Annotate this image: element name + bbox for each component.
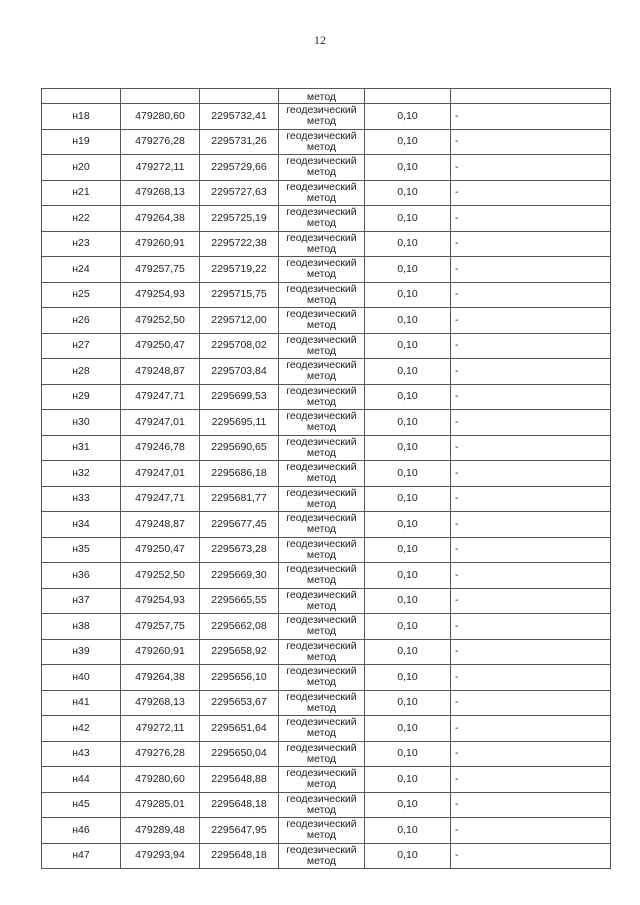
method-cell <box>279 180 365 206</box>
note-cell: - <box>451 257 611 283</box>
point-cell: н47 <box>42 843 121 869</box>
method-line: геодезический <box>286 563 357 576</box>
point-cell: н18 <box>42 104 121 130</box>
x-coordinate-cell: 479257,75 <box>121 614 200 640</box>
point-cell: н19 <box>42 129 121 155</box>
point-cell: н20 <box>42 155 121 181</box>
y-coordinate-cell: 2295681,77 <box>200 486 279 512</box>
method-cell <box>279 486 365 512</box>
method-line: метод <box>306 370 337 383</box>
method-line: метод <box>306 803 337 816</box>
point-cell: н44 <box>42 767 121 793</box>
method-line: метод <box>306 650 337 663</box>
method-line: геодезический <box>286 461 357 474</box>
y-coordinate-cell: 2295699,53 <box>200 384 279 410</box>
y-coordinate-cell: 2295647,95 <box>200 818 279 844</box>
table-row <box>42 792 611 818</box>
method-line: метод <box>306 319 337 332</box>
accuracy-cell: 0,10 <box>365 690 451 716</box>
point-cell: н29 <box>42 384 121 410</box>
point-cell: н21 <box>42 180 121 206</box>
method-cell <box>279 537 365 563</box>
method-line: геодезический <box>286 155 357 168</box>
method-line: геодезический <box>286 588 357 601</box>
accuracy-cell: 0,10 <box>365 486 451 512</box>
accuracy-cell: 0,10 <box>365 384 451 410</box>
point-cell: н30 <box>42 410 121 436</box>
table-row <box>42 257 611 283</box>
y-coordinate-cell: 2295690,65 <box>200 435 279 461</box>
y-coordinate-cell: 2295727,63 <box>200 180 279 206</box>
note-cell: - <box>451 767 611 793</box>
point-cell: н24 <box>42 257 121 283</box>
accuracy-cell: 0,10 <box>365 180 451 206</box>
method-line: метод <box>306 472 337 485</box>
note-cell: - <box>451 333 611 359</box>
method-cell <box>279 563 365 589</box>
accuracy-cell: 0,10 <box>365 359 451 385</box>
method-line: метод <box>306 829 337 842</box>
table-row <box>42 665 611 691</box>
table-row <box>42 716 611 742</box>
x-coordinate-cell: 479268,13 <box>121 180 200 206</box>
method-cell <box>279 818 365 844</box>
table-row <box>42 410 611 436</box>
point-cell: н41 <box>42 690 121 716</box>
accuracy-cell: 0,10 <box>365 435 451 461</box>
continued-cell-method: метод <box>279 89 365 104</box>
x-coordinate-cell: 479280,60 <box>121 767 200 793</box>
x-coordinate-cell: 479254,93 <box>121 282 200 308</box>
y-coordinate-cell: 2295686,18 <box>200 461 279 487</box>
method-cell <box>279 767 365 793</box>
accuracy-cell: 0,10 <box>365 155 451 181</box>
note-cell: - <box>451 435 611 461</box>
method-line: метод <box>306 217 337 230</box>
continued-cell-point <box>42 89 121 104</box>
x-coordinate-cell: 479264,38 <box>121 206 200 232</box>
method-cell <box>279 461 365 487</box>
y-coordinate-cell: 2295650,04 <box>200 741 279 767</box>
method-line: геодезический <box>286 537 357 550</box>
method-line: геодезический <box>286 206 357 219</box>
method-cell <box>279 129 365 155</box>
y-coordinate-cell: 2295658,92 <box>200 639 279 665</box>
table-row <box>42 486 611 512</box>
method-line: геодезический <box>286 741 357 754</box>
method-line: геодезический <box>286 512 357 525</box>
point-cell: н32 <box>42 461 121 487</box>
table-row <box>42 384 611 410</box>
y-coordinate-cell: 2295651,64 <box>200 716 279 742</box>
x-coordinate-cell: 479276,28 <box>121 129 200 155</box>
y-coordinate-cell: 2295648,18 <box>200 792 279 818</box>
y-coordinate-cell: 2295719,22 <box>200 257 279 283</box>
method-cell <box>279 665 365 691</box>
point-cell: н27 <box>42 333 121 359</box>
accuracy-cell: 0,10 <box>365 461 451 487</box>
y-coordinate-cell: 2295731,26 <box>200 129 279 155</box>
method-line: метод <box>306 446 337 459</box>
method-line: метод <box>306 293 337 306</box>
method-line: метод <box>306 344 337 357</box>
x-coordinate-cell: 479260,91 <box>121 231 200 257</box>
x-coordinate-cell: 479280,60 <box>121 104 200 130</box>
method-line: геодезический <box>286 410 357 423</box>
table-row <box>42 512 611 538</box>
y-coordinate-cell: 2295725,19 <box>200 206 279 232</box>
x-coordinate-cell: 479260,91 <box>121 639 200 665</box>
table-row <box>42 333 611 359</box>
method-cell <box>279 690 365 716</box>
note-cell: - <box>451 282 611 308</box>
note-cell: - <box>451 410 611 436</box>
note-cell: - <box>451 461 611 487</box>
point-cell: н31 <box>42 435 121 461</box>
method-cell <box>279 512 365 538</box>
note-cell: - <box>451 588 611 614</box>
y-coordinate-cell: 2295673,28 <box>200 537 279 563</box>
y-coordinate-cell: 2295648,18 <box>200 843 279 869</box>
method-line: метод <box>306 599 337 612</box>
y-coordinate-cell: 2295648,88 <box>200 767 279 793</box>
x-coordinate-cell: 479285,01 <box>121 792 200 818</box>
accuracy-cell: 0,10 <box>365 231 451 257</box>
x-coordinate-cell: 479264,38 <box>121 665 200 691</box>
note-cell: - <box>451 665 611 691</box>
point-cell: н43 <box>42 741 121 767</box>
y-coordinate-cell: 2295669,30 <box>200 563 279 589</box>
continued-cell-x <box>121 89 200 104</box>
point-cell: н36 <box>42 563 121 589</box>
point-cell: н40 <box>42 665 121 691</box>
accuracy-cell: 0,10 <box>365 639 451 665</box>
method-line: геодезический <box>286 104 357 117</box>
method-line: геодезический <box>286 333 357 346</box>
method-line: метод <box>306 676 337 689</box>
method-cell <box>279 104 365 130</box>
method-cell <box>279 231 365 257</box>
method-line: геодезический <box>286 384 357 397</box>
table-row <box>42 588 611 614</box>
method-line: метод <box>306 752 337 765</box>
x-coordinate-cell: 479248,87 <box>121 359 200 385</box>
x-coordinate-cell: 479257,75 <box>121 257 200 283</box>
table-row <box>42 359 611 385</box>
x-coordinate-cell: 479272,11 <box>121 155 200 181</box>
accuracy-cell: 0,10 <box>365 665 451 691</box>
point-cell: н42 <box>42 716 121 742</box>
note-cell: - <box>451 104 611 130</box>
note-cell: - <box>451 129 611 155</box>
note-cell: - <box>451 206 611 232</box>
accuracy-cell: 0,10 <box>365 512 451 538</box>
accuracy-cell: 0,10 <box>365 614 451 640</box>
method-line: геодезический <box>286 665 357 678</box>
note-cell: - <box>451 155 611 181</box>
method-line: геодезический <box>286 818 357 831</box>
method-cell <box>279 614 365 640</box>
y-coordinate-cell: 2295653,67 <box>200 690 279 716</box>
note-cell: - <box>451 792 611 818</box>
accuracy-cell: 0,10 <box>365 741 451 767</box>
note-cell: - <box>451 308 611 334</box>
table-row <box>42 180 611 206</box>
accuracy-cell: 0,10 <box>365 333 451 359</box>
accuracy-cell: 0,10 <box>365 716 451 742</box>
method-line: геодезический <box>286 129 357 142</box>
x-coordinate-cell: 479276,28 <box>121 741 200 767</box>
note-cell: - <box>451 512 611 538</box>
point-cell: н26 <box>42 308 121 334</box>
table-row <box>42 537 611 563</box>
x-coordinate-cell: 479252,50 <box>121 563 200 589</box>
note-cell: - <box>451 639 611 665</box>
point-cell: н46 <box>42 818 121 844</box>
method-line: геодезический <box>286 690 357 703</box>
method-cell <box>279 588 365 614</box>
y-coordinate-cell: 2295712,00 <box>200 308 279 334</box>
continued-cell-y <box>200 89 279 104</box>
method-line: метод <box>306 854 337 867</box>
accuracy-cell: 0,10 <box>365 588 451 614</box>
y-coordinate-cell: 2295732,41 <box>200 104 279 130</box>
accuracy-cell: 0,10 <box>365 537 451 563</box>
method-line: геодезический <box>286 308 357 321</box>
method-line: метод <box>306 395 337 408</box>
x-coordinate-cell: 479246,78 <box>121 435 200 461</box>
method-line: метод <box>306 625 337 638</box>
method-line: метод <box>306 574 337 587</box>
method-cell <box>279 308 365 334</box>
y-coordinate-cell: 2295729,66 <box>200 155 279 181</box>
table-row <box>42 690 611 716</box>
method-line: метод <box>306 268 337 281</box>
y-coordinate-cell: 2295722,38 <box>200 231 279 257</box>
continued-cell-accuracy <box>365 89 451 104</box>
table-row <box>42 639 611 665</box>
table-row <box>42 818 611 844</box>
table-row <box>42 155 611 181</box>
note-cell: - <box>451 843 611 869</box>
accuracy-cell: 0,10 <box>365 104 451 130</box>
method-cell <box>279 257 365 283</box>
note-cell: - <box>451 741 611 767</box>
x-coordinate-cell: 479252,50 <box>121 308 200 334</box>
accuracy-cell: 0,10 <box>365 282 451 308</box>
method-line: метод <box>306 727 337 740</box>
method-line: геодезический <box>286 231 357 244</box>
method-line: метод <box>306 497 337 510</box>
method-line: метод <box>306 421 337 434</box>
point-cell: н22 <box>42 206 121 232</box>
note-cell: - <box>451 563 611 589</box>
y-coordinate-cell: 2295677,45 <box>200 512 279 538</box>
point-cell: н34 <box>42 512 121 538</box>
point-cell: н39 <box>42 639 121 665</box>
table-row <box>42 614 611 640</box>
method-cell <box>279 792 365 818</box>
table-row <box>42 282 611 308</box>
method-line: метод <box>306 523 337 536</box>
method-line: метод <box>306 166 337 179</box>
coordinates-table-body <box>42 89 611 869</box>
method-cell <box>279 384 365 410</box>
x-coordinate-cell: 479250,47 <box>121 333 200 359</box>
method-line: метод <box>306 115 337 128</box>
accuracy-cell: 0,10 <box>365 818 451 844</box>
method-line: геодезический <box>286 792 357 805</box>
table-row <box>42 231 611 257</box>
method-cell <box>279 741 365 767</box>
x-coordinate-cell: 479247,01 <box>121 410 200 436</box>
y-coordinate-cell: 2295662,08 <box>200 614 279 640</box>
coordinates-table <box>41 88 611 869</box>
method-line: геодезический <box>286 614 357 627</box>
point-cell: н23 <box>42 231 121 257</box>
method-line: геодезический <box>286 257 357 270</box>
table-row <box>42 843 611 869</box>
method-line: метод <box>306 778 337 791</box>
method-line: метод <box>306 701 337 714</box>
point-cell: н37 <box>42 588 121 614</box>
point-cell: н45 <box>42 792 121 818</box>
page-number: 12 <box>314 33 326 47</box>
method-cell <box>279 843 365 869</box>
accuracy-cell: 0,10 <box>365 129 451 155</box>
continued-cell-note <box>451 89 611 104</box>
x-coordinate-cell: 479293,94 <box>121 843 200 869</box>
table-row <box>42 435 611 461</box>
method-cell <box>279 155 365 181</box>
method-line: метод <box>306 140 337 153</box>
table-row <box>42 741 611 767</box>
method-line: геодезический <box>286 716 357 729</box>
note-cell: - <box>451 537 611 563</box>
method-line: геодезический <box>286 359 357 372</box>
x-coordinate-cell: 479272,11 <box>121 716 200 742</box>
method-cell <box>279 282 365 308</box>
method-cell <box>279 435 365 461</box>
method-line: геодезический <box>286 180 357 193</box>
x-coordinate-cell: 479247,71 <box>121 486 200 512</box>
method-line: геодезический <box>286 843 357 856</box>
x-coordinate-cell: 479250,47 <box>121 537 200 563</box>
method-line: метод <box>306 242 337 255</box>
table-row <box>42 129 611 155</box>
accuracy-cell: 0,10 <box>365 410 451 436</box>
x-coordinate-cell: 479254,93 <box>121 588 200 614</box>
method-line: геодезический <box>286 435 357 448</box>
point-cell: н25 <box>42 282 121 308</box>
accuracy-cell: 0,10 <box>365 257 451 283</box>
note-cell: - <box>451 231 611 257</box>
note-cell: - <box>451 384 611 410</box>
table-row <box>42 308 611 334</box>
accuracy-cell: 0,10 <box>365 308 451 334</box>
y-coordinate-cell: 2295695,11 <box>200 410 279 436</box>
note-cell: - <box>451 614 611 640</box>
x-coordinate-cell: 479268,13 <box>121 690 200 716</box>
point-cell: н33 <box>42 486 121 512</box>
x-coordinate-cell: 479289,48 <box>121 818 200 844</box>
method-line: геодезический <box>286 486 357 499</box>
method-line: геодезический <box>286 639 357 652</box>
note-cell: - <box>451 818 611 844</box>
y-coordinate-cell: 2295715,75 <box>200 282 279 308</box>
x-coordinate-cell: 479247,01 <box>121 461 200 487</box>
note-cell: - <box>451 359 611 385</box>
y-coordinate-cell: 2295665,55 <box>200 588 279 614</box>
point-cell: н38 <box>42 614 121 640</box>
y-coordinate-cell: 2295703,84 <box>200 359 279 385</box>
table-row <box>42 104 611 130</box>
note-cell: - <box>451 486 611 512</box>
continued-row <box>42 89 611 104</box>
method-line: геодезический <box>286 282 357 295</box>
x-coordinate-cell: 479248,87 <box>121 512 200 538</box>
method-cell <box>279 206 365 232</box>
note-cell: - <box>451 180 611 206</box>
method-cell <box>279 639 365 665</box>
table-row <box>42 563 611 589</box>
note-cell: - <box>451 716 611 742</box>
method-cell <box>279 359 365 385</box>
x-coordinate-cell: 479247,71 <box>121 384 200 410</box>
method-cell <box>279 410 365 436</box>
point-cell: н35 <box>42 537 121 563</box>
accuracy-cell: 0,10 <box>365 843 451 869</box>
note-cell: - <box>451 690 611 716</box>
table-row <box>42 206 611 232</box>
method-line: метод <box>306 548 337 561</box>
method-cell <box>279 716 365 742</box>
method-line: метод <box>306 191 337 204</box>
table-row <box>42 461 611 487</box>
accuracy-cell: 0,10 <box>365 792 451 818</box>
method-cell <box>279 333 365 359</box>
accuracy-cell: 0,10 <box>365 206 451 232</box>
y-coordinate-cell: 2295708,02 <box>200 333 279 359</box>
accuracy-cell: 0,10 <box>365 563 451 589</box>
table-row <box>42 767 611 793</box>
point-cell: н28 <box>42 359 121 385</box>
accuracy-cell: 0,10 <box>365 767 451 793</box>
y-coordinate-cell: 2295656,10 <box>200 665 279 691</box>
method-line: геодезический <box>286 767 357 780</box>
